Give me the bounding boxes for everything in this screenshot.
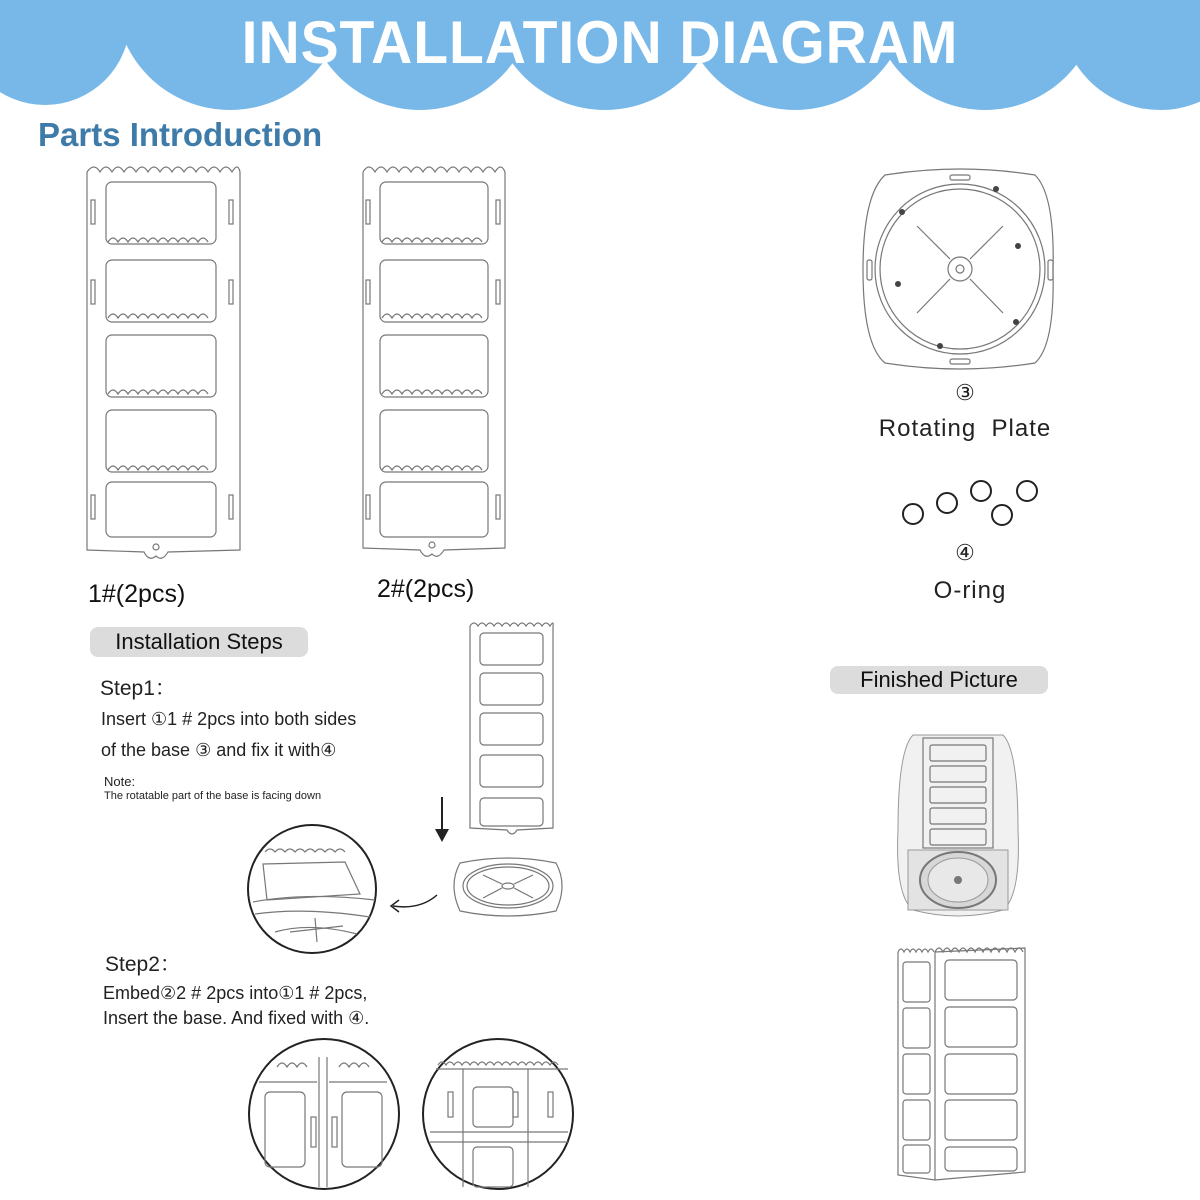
- step-1-note-text: The rotatable part of the base is facing down: [104, 790, 322, 802]
- finished-picture-heading: Finished Picture: [830, 666, 1048, 694]
- part-2-label: 2#(2pcs): [377, 575, 475, 603]
- o-ring-icon: [895, 475, 1045, 535]
- arrow-curved-left-icon: [385, 890, 445, 920]
- part-1-label: 1#(2pcs): [88, 580, 186, 608]
- part-3-label: Rotating Plate: [878, 415, 1052, 442]
- step-1-line-2: of the base ③ and fix it with④: [101, 740, 337, 760]
- step-1-base-icon: [448, 855, 568, 920]
- step-1-line-1: Insert ①1 # 2pcs into both sides: [101, 709, 357, 729]
- step-2-title: Step2：: [105, 953, 181, 976]
- rotating-plate-icon: [855, 165, 1065, 375]
- step-2-line-2: Insert the base. And fixed with ④.: [103, 1008, 370, 1028]
- header-banner: [0, 0, 1200, 110]
- step-1-note-heading: Note:: [104, 774, 136, 789]
- panel-2-icon: [360, 160, 510, 570]
- part-4-label: O-ring: [933, 577, 1007, 604]
- part-4-number: ④: [955, 540, 975, 565]
- step-2-detail-assembled-icon: [418, 1037, 578, 1192]
- part-3-number: ③: [955, 380, 975, 405]
- finished-top-view-icon: [893, 730, 1023, 920]
- panel-1-icon: [84, 160, 244, 570]
- step-1-panel-icon: [465, 618, 560, 843]
- installation-steps-heading: Installation Steps: [90, 627, 308, 657]
- parts-intro-title: Parts Introduction: [38, 116, 323, 153]
- page-title: INSTALLATION DIAGRAM: [241, 9, 959, 76]
- step-1-detail-zoom-icon: [245, 822, 380, 957]
- finished-side-view-icon: [893, 940, 1033, 1188]
- step-2-detail-join-icon: [247, 1037, 402, 1192]
- step-1-title: Step1：: [100, 677, 176, 700]
- step-2-line-1: Embed②2 # 2pcs into①1 # 2pcs,: [103, 983, 368, 1003]
- arrow-down-icon: [432, 795, 452, 845]
